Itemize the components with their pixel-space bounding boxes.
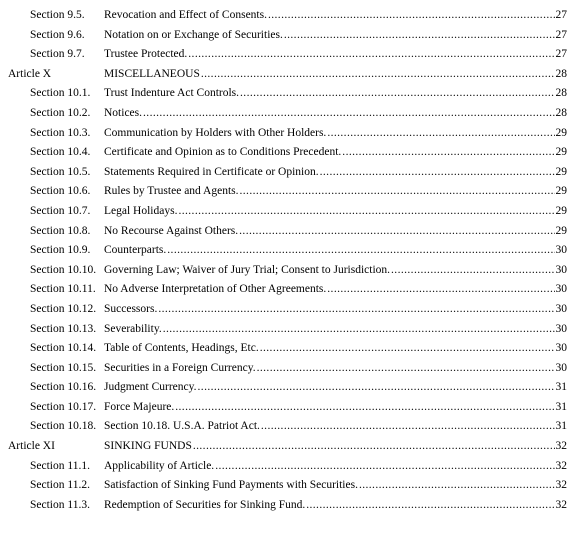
toc-section-row[interactable] — [0, 280, 588, 300]
section-number: Section 10.4. — [30, 146, 91, 159]
dot-leader — [284, 26, 555, 46]
section-number: Section 9.5. — [30, 9, 85, 21]
page-number: 28 — [555, 106, 567, 119]
toc-entry — [104, 280, 567, 300]
entry-title: MISCELLANEOUS — [104, 67, 200, 80]
section-number: Section 10.18. — [30, 420, 97, 433]
toc-section-row[interactable] — [0, 84, 588, 104]
toc-entry — [104, 457, 567, 477]
article-number: Article X — [8, 67, 52, 80]
toc-entry — [104, 476, 567, 496]
section-number: Section 10.8. — [30, 224, 91, 237]
page-number: 32 — [555, 498, 567, 511]
entry-title: Force Majeure. — [104, 400, 175, 413]
entry-title: Notices. — [104, 106, 143, 119]
page-number: 32 — [555, 479, 567, 492]
entry-title: Applicability of Article. — [104, 459, 215, 472]
entry-title: Satisfaction of Sinking Fund Payments with Securities. — [104, 479, 358, 492]
toc-section-row[interactable] — [0, 241, 588, 261]
dot-leader — [260, 339, 555, 359]
page-number: 29 — [555, 146, 567, 159]
toc-section-row[interactable] — [0, 182, 588, 202]
dot-leader — [342, 143, 554, 163]
toc-entry — [104, 378, 567, 398]
toc-section-row[interactable] — [0, 124, 588, 144]
dot-leader — [240, 182, 555, 202]
page-number: 29 — [555, 165, 567, 178]
toc-section-row[interactable] — [0, 476, 588, 496]
page-number: 31 — [555, 381, 567, 394]
toc-entry — [104, 84, 567, 104]
toc-section-row[interactable] — [0, 26, 588, 46]
dot-leader — [163, 320, 555, 340]
section-number: Section 10.5. — [30, 165, 91, 178]
dot-leader — [178, 202, 554, 222]
page-number: 32 — [555, 440, 567, 453]
section-number: Section 10.15. — [30, 361, 97, 374]
page-number: 29 — [555, 204, 567, 217]
entry-title: Counterparts. — [104, 244, 167, 257]
section-number: Section 10.12. — [30, 302, 97, 315]
toc-entry — [104, 398, 567, 418]
toc-entry — [104, 241, 567, 261]
toc-entry — [104, 45, 567, 65]
dot-leader — [320, 163, 555, 183]
page-number: 30 — [555, 263, 567, 276]
toc-entry — [104, 6, 567, 26]
toc-entry — [104, 339, 567, 359]
section-number: Section 10.9. — [30, 244, 91, 257]
toc-section-row[interactable] — [0, 163, 588, 183]
entry-title: Certificate and Opinion as to Conditions Precedent. — [104, 146, 342, 159]
toc-entry — [104, 202, 567, 222]
toc-section-row[interactable] — [0, 359, 588, 379]
toc-entry — [104, 261, 567, 281]
toc-article-row[interactable] — [0, 65, 588, 85]
toc-section-row[interactable] — [0, 378, 588, 398]
toc-entry — [104, 104, 567, 124]
toc-entry — [104, 26, 567, 46]
toc-section-row[interactable] — [0, 261, 588, 281]
dot-leader — [175, 398, 554, 418]
dot-leader — [327, 280, 554, 300]
page-number: 30 — [555, 244, 567, 257]
dot-leader — [201, 65, 555, 85]
toc-entry — [104, 222, 567, 242]
page-number: 30 — [555, 342, 567, 355]
toc-section-row[interactable] — [0, 457, 588, 477]
toc-article-row[interactable] — [0, 437, 588, 457]
dot-leader — [306, 496, 554, 516]
entry-title: Trustee Protected. — [104, 48, 188, 61]
entry-title: Revocation and Effect of Consents. — [104, 9, 267, 21]
section-number: Section 10.16. — [30, 381, 97, 394]
page-number: 27 — [555, 28, 567, 41]
entry-title: Successors. — [104, 302, 158, 315]
toc-section-row[interactable] — [0, 45, 588, 65]
section-number: Section 11.1. — [30, 459, 90, 472]
dot-leader — [215, 457, 554, 477]
entry-title: Trust Indenture Act Controls. — [104, 87, 240, 100]
page-number: 31 — [555, 420, 567, 433]
entry-title: Rules by Trustee and Agents. — [104, 185, 239, 198]
entry-title: Notation on or Exchange of Securities. — [104, 28, 283, 41]
dot-leader — [391, 261, 554, 281]
toc-entry — [104, 359, 567, 379]
dot-leader — [261, 417, 555, 437]
dot-leader — [188, 45, 554, 65]
toc-entry — [104, 163, 567, 183]
dot-leader — [327, 124, 554, 144]
dot-leader — [240, 84, 554, 104]
toc-section-row[interactable] — [0, 6, 588, 26]
page-number: 28 — [555, 67, 567, 80]
entry-title: Severability. — [104, 322, 162, 335]
section-number: Section 10.1. — [30, 87, 91, 100]
page-number: 29 — [555, 126, 567, 139]
entry-title: Judgment Currency. — [104, 381, 197, 394]
page-number: 27 — [555, 48, 567, 61]
toc-entry — [104, 437, 567, 457]
section-number: Section 9.6. — [30, 28, 85, 41]
entry-title: SINKING FUNDS — [104, 440, 192, 453]
toc-entry — [104, 320, 567, 340]
toc-entry — [104, 182, 567, 202]
toc-section-row[interactable] — [0, 398, 588, 418]
entry-title: Governing Law; Waiver of Jury Trial; Consent to Jurisdiction. — [104, 263, 391, 276]
toc-entry — [104, 496, 567, 516]
toc-section-row[interactable] — [0, 320, 588, 340]
page-number: 27 — [555, 9, 567, 21]
page-number: 30 — [555, 322, 567, 335]
page-number: 30 — [555, 283, 567, 296]
entry-title: Securities in a Foreign Currency. — [104, 361, 256, 374]
dot-leader — [143, 104, 554, 124]
entry-title: Communication by Holders with Other Holders. — [104, 126, 327, 139]
toc-entry — [104, 300, 567, 320]
entry-title: Section 10.18. U.S.A. Patriot Act. — [104, 420, 260, 433]
section-number: Section 9.7. — [30, 48, 85, 61]
page-number: 31 — [555, 400, 567, 413]
toc-entry — [104, 124, 567, 144]
toc-section-row[interactable] — [0, 339, 588, 359]
section-number: Section 10.13. — [30, 322, 97, 335]
entry-title: No Recourse Against Others. — [104, 224, 239, 237]
section-number: Section 10.17. — [30, 400, 97, 413]
page-number: 30 — [555, 302, 567, 315]
toc-section-row[interactable] — [0, 300, 588, 320]
toc-section-row[interactable] — [0, 222, 588, 242]
section-number: Section 10.7. — [30, 204, 91, 217]
dot-leader — [198, 378, 555, 398]
dot-leader — [268, 6, 555, 26]
toc-section-row[interactable] — [0, 143, 588, 163]
page-number: 29 — [555, 185, 567, 198]
section-number: Section 10.3. — [30, 126, 91, 139]
dot-leader — [193, 437, 555, 457]
page-number: 32 — [555, 459, 567, 472]
dot-leader — [239, 222, 554, 242]
section-number: Section 10.11. — [30, 283, 96, 296]
toc-section-row[interactable] — [0, 202, 588, 222]
section-number: Section 10.6. — [30, 185, 91, 198]
page-number: 30 — [555, 361, 567, 374]
entry-title: Redemption of Securities for Sinking Fund. — [104, 498, 306, 511]
entry-title: Table of Contents, Headings, Etc. — [104, 342, 259, 355]
toc-section-row[interactable] — [0, 417, 588, 437]
page-number: 28 — [555, 87, 567, 100]
toc-entry — [104, 417, 567, 437]
table-of-contents — [0, 6, 588, 515]
section-number: Section 10.10. — [30, 263, 97, 276]
dot-leader — [359, 476, 555, 496]
toc-section-row[interactable] — [0, 104, 588, 124]
dot-leader — [257, 359, 555, 379]
article-number: Article XI — [8, 440, 55, 453]
section-number: Section 11.3. — [30, 498, 90, 511]
dot-leader — [167, 241, 554, 261]
entry-title: Legal Holidays. — [104, 204, 178, 217]
section-number: Section 11.2. — [30, 479, 90, 492]
toc-entry — [104, 143, 567, 163]
entry-title: Statements Required in Certificate or Opinion. — [104, 165, 319, 178]
page-number: 29 — [555, 224, 567, 237]
section-number: Section 10.14. — [30, 342, 97, 355]
entry-title: No Adverse Interpretation of Other Agreements. — [104, 283, 327, 296]
toc-section-row[interactable] — [0, 496, 588, 516]
section-number: Section 10.2. — [30, 106, 91, 119]
toc-entry — [104, 65, 567, 85]
dot-leader — [158, 300, 554, 320]
